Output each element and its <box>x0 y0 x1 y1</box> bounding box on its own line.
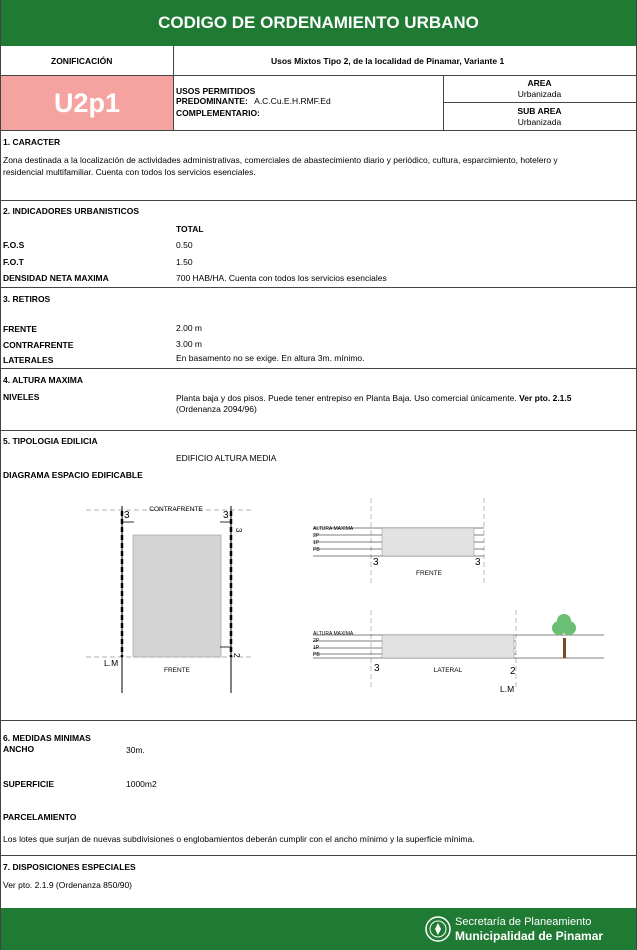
plan-dim-left: 3 <box>124 510 130 521</box>
fos-label: F.O.S <box>3 240 25 250</box>
frente-building-volume <box>382 528 474 556</box>
subarea-label: SUB AREA <box>517 106 562 116</box>
parcelamiento-label: PARCELAMIENTO <box>3 812 77 822</box>
densidad-value: 700 HAB/HA. Cuenta con todos los servicios esenciales <box>176 273 387 283</box>
elevation-lateral <box>313 610 604 694</box>
total-label: TOTAL <box>176 224 204 234</box>
niveles-description: Planta baja y dos pisos. Puede tener entrepiso en Planta Baja. Uso comercial únicamente. <box>176 393 517 403</box>
lateral-dim-right: 2 <box>510 666 516 677</box>
niveles-ordenanza: (Ordenanza 2094/96) <box>176 404 257 414</box>
altura-title: 4. ALTURA MAXIMA <box>3 375 83 385</box>
plan-dim-top-right: 3 <box>234 528 243 533</box>
page-title: CODIGO DE ORDENAMIENTO URBANO <box>1 0 636 46</box>
plan-dim-right: 3 <box>223 510 229 521</box>
plan-lm-label: L.M <box>104 658 119 668</box>
contrafrente-label: CONTRAFRENTE <box>3 340 74 350</box>
predominante <box>176 96 331 106</box>
zone-code-badge: U2p1 <box>1 76 173 130</box>
plan-buildable-area <box>133 535 221 657</box>
ancho-value: 30m. <box>126 745 145 755</box>
caracter-title: 1. CARACTER <box>3 137 61 147</box>
frente-elevation-label: FRENTE <box>416 570 442 577</box>
lateral-level-2p: 2P <box>313 638 320 644</box>
fot-label: F.O.T <box>3 257 24 267</box>
lateral-elevation-label: LATERAL <box>433 667 463 674</box>
parcelamiento-text: Los lotes que surjan de nuevas subdivisiones o englobamientos deberán cumplir con el ancho mínimo y la superficie mínima. <box>3 834 475 844</box>
subarea-value: Urbanizada <box>517 117 562 127</box>
zonificacion-label: ZONIFICACIÓN <box>51 56 113 66</box>
diagrama-label: DIAGRAMA ESPACIO EDIFICABLE <box>3 470 143 478</box>
area-label: AREA <box>527 78 552 88</box>
frente-level-1p: 1P <box>313 540 320 546</box>
lateral-lm-label: L.M <box>500 684 515 694</box>
plan-contrafrente-label: CONTRAFRENTE <box>149 506 203 513</box>
niveles-text <box>176 393 572 403</box>
niveles-label: NIVELES <box>3 392 40 402</box>
predominante-value: A.C.Cu.E.H.RMF.Ed <box>254 96 331 106</box>
laterales-value: En basamento no se exige. En altura 3m. mínimo. <box>176 353 365 363</box>
medidas-title: 6. MEDIDAS MINIMAS <box>3 733 91 743</box>
zonificacion-value: Usos Mixtos Tipo 2, de la localidad de Pinamar, Variante 1 <box>271 56 505 66</box>
plan-dim-bottom-right: 2 <box>232 653 241 658</box>
fot-value: 1.50 <box>176 257 193 267</box>
plan-frente-label: FRENTE <box>164 667 190 674</box>
usos-title: USOS PERMITIDOS <box>176 86 256 96</box>
frente-dim-left: 3 <box>373 557 379 568</box>
tree-icon <box>552 614 576 658</box>
footer <box>1 908 636 950</box>
superficie-label: SUPERFICIE <box>3 779 55 789</box>
elevation-frente <box>313 498 484 583</box>
buildable-space-diagram <box>1 478 636 720</box>
disposiciones-title: 7. DISPOSICIONES ESPECIALES <box>3 862 136 872</box>
densidad-label: DENSIDAD NETA MAXIMA <box>3 273 109 283</box>
disposiciones-text: Ver pto. 2.1.9 (Ordenanza 850/90) <box>3 880 133 890</box>
caracter-text-2: residencial multifamiliar. Cuenta con todos los servicios esenciales. <box>3 167 256 177</box>
caracter-text-1: Zona destinada a la localización de actividades administrativas, comerciales de abastecimiento diario y periódico, cultura, esparcimiento, hotelero y <box>3 155 558 165</box>
tipologia-title: 5. TIPOLOGIA EDILICIA <box>3 436 98 446</box>
plan-view <box>86 506 251 693</box>
lateral-level-max: ALTURA MAXIMA <box>313 631 354 637</box>
zonificacion-row <box>1 46 636 76</box>
complementario-label: COMPLEMENTARIO: <box>176 108 260 118</box>
tipologia-value: EDIFICIO ALTURA MEDIA <box>176 453 277 463</box>
municipal-seal-icon <box>425 915 451 943</box>
lateral-level-1p: 1P <box>313 645 320 651</box>
predominante-label: PREDOMINANTE: <box>176 96 248 106</box>
frente-level-2p: 2P <box>313 533 320 539</box>
fos-value: 0.50 <box>176 240 193 250</box>
indicadores-title: 2. INDICADORES URBANISTICOS <box>3 206 140 216</box>
lateral-dim-left: 3 <box>374 663 380 674</box>
frente-label: FRENTE <box>3 324 37 334</box>
ancho-label: ANCHO <box>3 744 35 754</box>
laterales-label: LATERALES <box>3 355 54 365</box>
niveles-reference: Ver pto. 2.1.5 <box>519 393 572 403</box>
frente-value: 2.00 m <box>176 323 202 333</box>
frente-level-max: ALTURA MAXIMA <box>313 526 354 532</box>
footer-secretaria: Secretaría de Planeamiento <box>455 916 592 928</box>
contrafrente-value: 3.00 m <box>176 339 202 349</box>
lateral-building-volume <box>382 635 514 658</box>
area-value: Urbanizada <box>517 89 562 99</box>
frente-dim-right: 3 <box>475 557 481 568</box>
superficie-value: 1000m2 <box>126 779 157 789</box>
frente-level-pb: PB <box>313 547 320 553</box>
retiros-title: 3. RETIROS <box>3 294 51 304</box>
lateral-level-pb: PB <box>313 652 320 658</box>
footer-municipalidad: Municipalidad de Pinamar <box>455 929 604 943</box>
